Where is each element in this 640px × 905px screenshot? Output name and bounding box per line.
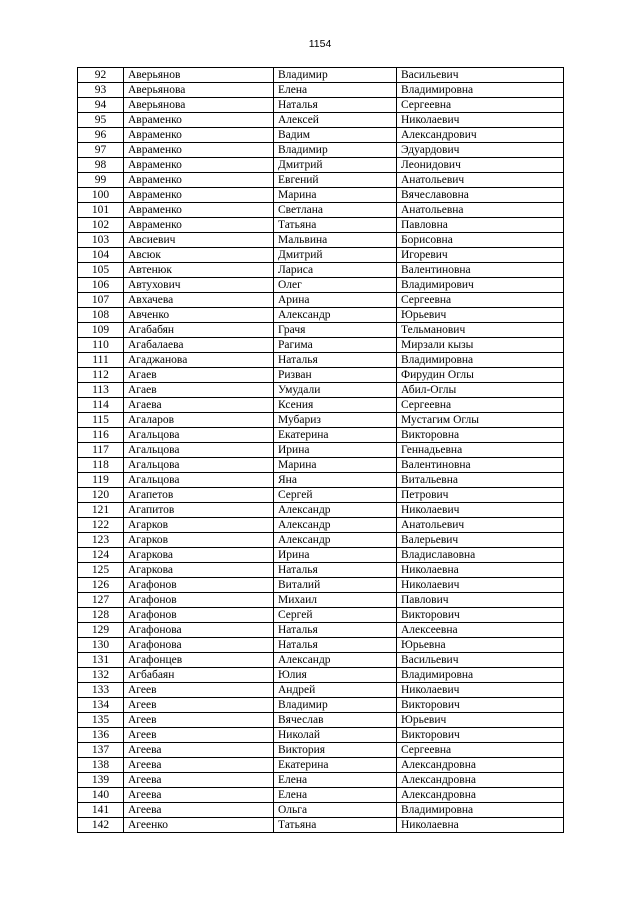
table-row [78,188,564,203]
table-row [78,398,564,413]
row-number-cell: 131 [78,653,124,668]
table-row [78,458,564,473]
row-number-cell: 93 [78,83,124,98]
patronymic-cell: Валентиновна [397,263,564,278]
patronymic-cell: Васильевич [397,653,564,668]
last-name-cell: Авраменко [124,188,274,203]
first-name-cell: Евгений [274,173,397,188]
table-row [78,158,564,173]
table-row [78,818,564,833]
last-name-cell: Агапитов [124,503,274,518]
row-number-cell: 112 [78,368,124,383]
table-row [78,683,564,698]
first-name-cell: Дмитрий [274,158,397,173]
patronymic-cell: Викторовна [397,428,564,443]
table-row [78,698,564,713]
table-row [78,413,564,428]
first-name-cell: Михаил [274,593,397,608]
row-number-cell: 127 [78,593,124,608]
last-name-cell: Авхачева [124,293,274,308]
patronymic-cell: Юрьевич [397,308,564,323]
patronymic-cell: Викторович [397,698,564,713]
patronymic-cell: Павловна [397,218,564,233]
patronymic-cell: Юрьевна [397,638,564,653]
row-number-cell: 99 [78,173,124,188]
row-number-cell: 141 [78,803,124,818]
patronymic-cell: Александровна [397,773,564,788]
row-number-cell: 111 [78,353,124,368]
patronymic-cell: Николаевич [397,503,564,518]
row-number-cell: 129 [78,623,124,638]
last-name-cell: Агальцова [124,458,274,473]
patronymic-cell: Сергеевна [397,98,564,113]
row-number-cell: 119 [78,473,124,488]
row-number-cell: 100 [78,188,124,203]
row-number-cell: 92 [78,68,124,83]
patronymic-cell: Сергеевна [397,398,564,413]
row-number-cell: 101 [78,203,124,218]
table-row [78,83,564,98]
patronymic-cell: Фирудин Оглы [397,368,564,383]
last-name-cell: Агеева [124,788,274,803]
patronymic-cell: Сергеевна [397,293,564,308]
last-name-cell: Агеева [124,773,274,788]
last-name-cell: Агафонцев [124,653,274,668]
first-name-cell: Арина [274,293,397,308]
patronymic-cell: Эдуардович [397,143,564,158]
table-row [78,503,564,518]
table-row [78,278,564,293]
last-name-cell: Агеев [124,713,274,728]
first-name-cell: Юлия [274,668,397,683]
table-row [78,668,564,683]
table-row [78,518,564,533]
last-name-cell: Агальцова [124,443,274,458]
patronymic-cell: Тельманович [397,323,564,338]
row-number-cell: 102 [78,218,124,233]
first-name-cell: Олег [274,278,397,293]
row-number-cell: 142 [78,818,124,833]
first-name-cell: Мальвина [274,233,397,248]
patronymic-cell: Павлович [397,593,564,608]
table-row [78,368,564,383]
table-row [78,473,564,488]
row-number-cell: 133 [78,683,124,698]
last-name-cell: Агаев [124,383,274,398]
table-row [78,173,564,188]
patronymic-cell: Владимировна [397,668,564,683]
first-name-cell: Дмитрий [274,248,397,263]
row-number-cell: 96 [78,128,124,143]
last-name-cell: Авраменко [124,158,274,173]
last-name-cell: Авченко [124,308,274,323]
table-row [78,638,564,653]
patronymic-cell: Алексеевна [397,623,564,638]
table-row [78,728,564,743]
row-number-cell: 135 [78,713,124,728]
first-name-cell: Наталья [274,98,397,113]
patronymic-cell: Владимировна [397,803,564,818]
table-row [78,428,564,443]
row-number-cell: 103 [78,233,124,248]
patronymic-cell: Витальевна [397,473,564,488]
roster-table [77,67,564,833]
row-number-cell: 105 [78,263,124,278]
patronymic-cell: Валентиновна [397,458,564,473]
last-name-cell: Агбабаян [124,668,274,683]
last-name-cell: Аверьянов [124,68,274,83]
table-row [78,548,564,563]
last-name-cell: Агальцова [124,428,274,443]
table-row [78,98,564,113]
row-number-cell: 128 [78,608,124,623]
table-row [78,608,564,623]
last-name-cell: Агаджанова [124,353,274,368]
first-name-cell: Александр [274,308,397,323]
row-number-cell: 132 [78,668,124,683]
first-name-cell: Вадим [274,128,397,143]
row-number-cell: 109 [78,323,124,338]
first-name-cell: Татьяна [274,818,397,833]
first-name-cell: Александр [274,533,397,548]
patronymic-cell: Сергеевна [397,743,564,758]
first-name-cell: Мубариз [274,413,397,428]
table-row [78,563,564,578]
patronymic-cell: Викторович [397,608,564,623]
last-name-cell: Агафонова [124,638,274,653]
patronymic-cell: Анатольевна [397,203,564,218]
table-row [78,623,564,638]
last-name-cell: Агальцова [124,473,274,488]
first-name-cell: Виктория [274,743,397,758]
row-number-cell: 138 [78,758,124,773]
last-name-cell: Агеев [124,728,274,743]
table-row [78,578,564,593]
last-name-cell: Автенюк [124,263,274,278]
table-row [78,128,564,143]
first-name-cell: Елена [274,788,397,803]
first-name-cell: Екатерина [274,428,397,443]
row-number-cell: 130 [78,638,124,653]
first-name-cell: Наталья [274,638,397,653]
last-name-cell: Агарков [124,518,274,533]
first-name-cell: Андрей [274,683,397,698]
last-name-cell: Агаев [124,368,274,383]
last-name-cell: Агарков [124,533,274,548]
row-number-cell: 95 [78,113,124,128]
patronymic-cell: Николаевна [397,563,564,578]
patronymic-cell: Мирзали кызы [397,338,564,353]
first-name-cell: Ирина [274,443,397,458]
patronymic-cell: Николаевич [397,683,564,698]
row-number-cell: 116 [78,428,124,443]
row-number-cell: 117 [78,443,124,458]
row-number-cell: 118 [78,458,124,473]
table-row [78,143,564,158]
table-row [78,113,564,128]
row-number-cell: 113 [78,383,124,398]
patronymic-cell: Владимирович [397,278,564,293]
row-number-cell: 134 [78,698,124,713]
patronymic-cell: Мустагим Оглы [397,413,564,428]
first-name-cell: Ольга [274,803,397,818]
last-name-cell: Аверьянова [124,98,274,113]
first-name-cell: Татьяна [274,218,397,233]
patronymic-cell: Александровна [397,788,564,803]
first-name-cell: Алексей [274,113,397,128]
last-name-cell: Агеенко [124,818,274,833]
first-name-cell: Наталья [274,563,397,578]
first-name-cell: Александр [274,518,397,533]
last-name-cell: Аверьянова [124,83,274,98]
first-name-cell: Светлана [274,203,397,218]
last-name-cell: Авраменко [124,143,274,158]
patronymic-cell: Анатольевич [397,173,564,188]
last-name-cell: Агеева [124,743,274,758]
patronymic-cell: Юрьевич [397,713,564,728]
first-name-cell: Рагима [274,338,397,353]
patronymic-cell: Александровна [397,758,564,773]
last-name-cell: Агафонов [124,608,274,623]
last-name-cell: Авраменко [124,203,274,218]
first-name-cell: Наталья [274,353,397,368]
last-name-cell: Агеева [124,803,274,818]
row-number-cell: 114 [78,398,124,413]
first-name-cell: Владимир [274,698,397,713]
table-row [78,263,564,278]
patronymic-cell: Игоревич [397,248,564,263]
table-row [78,593,564,608]
patronymic-cell: Владимировна [397,353,564,368]
last-name-cell: Агафонов [124,578,274,593]
last-name-cell: Автухович [124,278,274,293]
first-name-cell: Сергей [274,488,397,503]
row-number-cell: 108 [78,308,124,323]
table-row [78,383,564,398]
last-name-cell: Агабабян [124,323,274,338]
table-row [78,443,564,458]
patronymic-cell: Николаевна [397,818,564,833]
page-number: 1154 [308,38,332,50]
table-row [78,743,564,758]
last-name-cell: Агафонов [124,593,274,608]
first-name-cell: Наталья [274,623,397,638]
table-row [78,353,564,368]
last-name-cell: Авраменко [124,128,274,143]
first-name-cell: Лариса [274,263,397,278]
table-row [78,803,564,818]
first-name-cell: Марина [274,188,397,203]
patronymic-cell: Николаевич [397,578,564,593]
first-name-cell: Елена [274,773,397,788]
roster-table-body [78,68,564,833]
row-number-cell: 107 [78,293,124,308]
row-number-cell: 139 [78,773,124,788]
first-name-cell: Владимир [274,68,397,83]
table-row [78,788,564,803]
table-row [78,713,564,728]
table-row [78,338,564,353]
row-number-cell: 126 [78,578,124,593]
first-name-cell: Николай [274,728,397,743]
row-number-cell: 106 [78,278,124,293]
patronymic-cell: Анатольевич [397,518,564,533]
row-number-cell: 125 [78,563,124,578]
table-row [78,203,564,218]
row-number-cell: 110 [78,338,124,353]
table-row [78,533,564,548]
row-number-cell: 94 [78,98,124,113]
first-name-cell: Владимир [274,143,397,158]
table-row [78,293,564,308]
last-name-cell: Авраменко [124,113,274,128]
patronymic-cell: Борисовна [397,233,564,248]
row-number-cell: 98 [78,158,124,173]
table-row [78,233,564,248]
row-number-cell: 121 [78,503,124,518]
first-name-cell: Грачя [274,323,397,338]
first-name-cell: Елена [274,83,397,98]
patronymic-cell: Петрович [397,488,564,503]
patronymic-cell: Абил-Оглы [397,383,564,398]
patronymic-cell: Вячеславовна [397,188,564,203]
patronymic-cell: Геннадьевна [397,443,564,458]
patronymic-cell: Викторович [397,728,564,743]
last-name-cell: Авраменко [124,218,274,233]
last-name-cell: Агаркова [124,548,274,563]
row-number-cell: 115 [78,413,124,428]
table-row [78,218,564,233]
first-name-cell: Умудали [274,383,397,398]
patronymic-cell: Васильевич [397,68,564,83]
first-name-cell: Сергей [274,608,397,623]
last-name-cell: Агеев [124,698,274,713]
last-name-cell: Авраменко [124,173,274,188]
table-row [78,758,564,773]
table-row [78,248,564,263]
patronymic-cell: Владимировна [397,83,564,98]
first-name-cell: Вячеслав [274,713,397,728]
table-row [78,68,564,83]
first-name-cell: Александр [274,503,397,518]
last-name-cell: Агафонова [124,623,274,638]
first-name-cell: Виталий [274,578,397,593]
row-number-cell: 136 [78,728,124,743]
first-name-cell: Яна [274,473,397,488]
table-row [78,773,564,788]
last-name-cell: Агапетов [124,488,274,503]
row-number-cell: 140 [78,788,124,803]
last-name-cell: Авсиевич [124,233,274,248]
first-name-cell: Александр [274,653,397,668]
first-name-cell: Ирина [274,548,397,563]
row-number-cell: 122 [78,518,124,533]
last-name-cell: Агабалаева [124,338,274,353]
row-number-cell: 104 [78,248,124,263]
last-name-cell: Авсюк [124,248,274,263]
patronymic-cell: Валерьевич [397,533,564,548]
first-name-cell: Екатерина [274,758,397,773]
row-number-cell: 123 [78,533,124,548]
patronymic-cell: Владиславовна [397,548,564,563]
last-name-cell: Агаркова [124,563,274,578]
patronymic-cell: Леонидович [397,158,564,173]
last-name-cell: Агаева [124,398,274,413]
last-name-cell: Агеева [124,758,274,773]
first-name-cell: Ксения [274,398,397,413]
table-row [78,323,564,338]
row-number-cell: 97 [78,143,124,158]
patronymic-cell: Александрович [397,128,564,143]
first-name-cell: Марина [274,458,397,473]
patronymic-cell: Николаевич [397,113,564,128]
last-name-cell: Агеев [124,683,274,698]
first-name-cell: Ризван [274,368,397,383]
table-row [78,308,564,323]
row-number-cell: 120 [78,488,124,503]
last-name-cell: Агаларов [124,413,274,428]
table-row [78,488,564,503]
row-number-cell: 137 [78,743,124,758]
row-number-cell: 124 [78,548,124,563]
table-row [78,653,564,668]
